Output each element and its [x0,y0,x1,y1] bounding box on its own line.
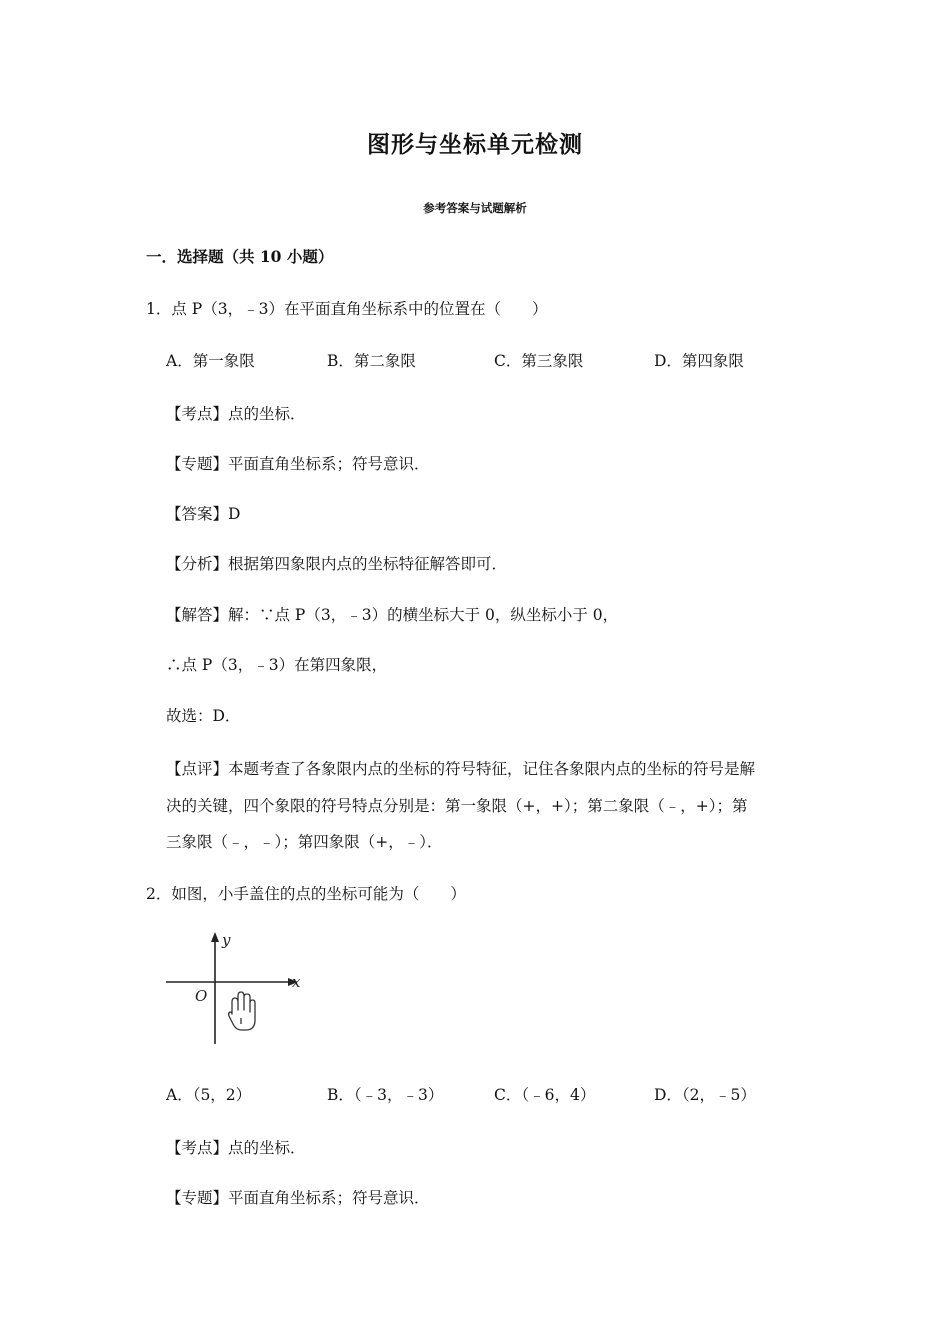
q1-option-b: B．第二象限 [327,352,416,370]
q1-option-a: A．第一象限 [166,352,255,370]
q2-option-a: A．（5，2） [166,1086,252,1104]
q1-kaodian: 【考点】点的坐标． [166,405,306,423]
q2-option-b: B．（﹣3，﹣3） [327,1086,444,1104]
q1-comment-line3: 三象限（﹣，﹣）；第四象限（+，﹣）． [166,833,443,851]
q2-zhuanti: 【专题】平面直角坐标系；符号意识． [166,1189,430,1207]
q1-option-d: D．第四象限 [654,352,744,370]
q2-options [166,1083,786,1105]
page-title: 图形与坐标单元检测 [367,131,583,158]
q1-choice: 故选：D． [166,707,241,725]
q1-options [166,349,786,371]
q1-answer: 【答案】D [166,505,241,523]
q1-solution: 【解答】解：∵点 P（3，﹣3）的横坐标大于 0，纵坐标小于 0， [166,606,619,624]
q1-solution-line2: ∴点 P（3，﹣3）在第四象限， [166,656,388,674]
x-axis-label: x [292,973,301,991]
q2-kaodian: 【考点】点的坐标． [166,1139,306,1157]
q1-analysis: 【分析】根据第四象限内点的坐标特征解答即可． [166,555,508,573]
page-subtitle: 参考答案与试题解析 [423,201,527,215]
y-axis-label: y [222,931,231,949]
section-heading: 一．选择题（共 10 小题） [146,247,334,266]
q1-option-c: C．第三象限 [494,352,584,370]
coordinate-figure [162,928,312,1046]
origin-label: O [195,987,208,1005]
q2-option-d: D．（2，﹣5） [654,1086,756,1104]
q2-option-c: C．（﹣6，4） [494,1086,596,1104]
q1-comment-line1: 【点评】本题考查了各象限内点的坐标的符号特征，记住各象限内点的坐标的符号是解 [166,760,756,778]
q1-zhuanti: 【专题】平面直角坐标系；符号意识． [166,455,430,473]
coordinate-axes-diagram [162,928,312,1046]
q1-comment-line2: 决的关键，四个象限的符号特点分别是：第一象限（+，+）；第二象限（﹣，+）；第 [166,797,748,815]
q1-stem: 1．点 P（3，﹣3）在平面直角坐标系中的位置在（ ） [146,300,548,318]
q2-stem: 2．如图，小手盖住的点的坐标可能为（ ） [146,885,466,903]
hand-icon [229,992,255,1030]
y-axis-arrow [211,932,219,942]
